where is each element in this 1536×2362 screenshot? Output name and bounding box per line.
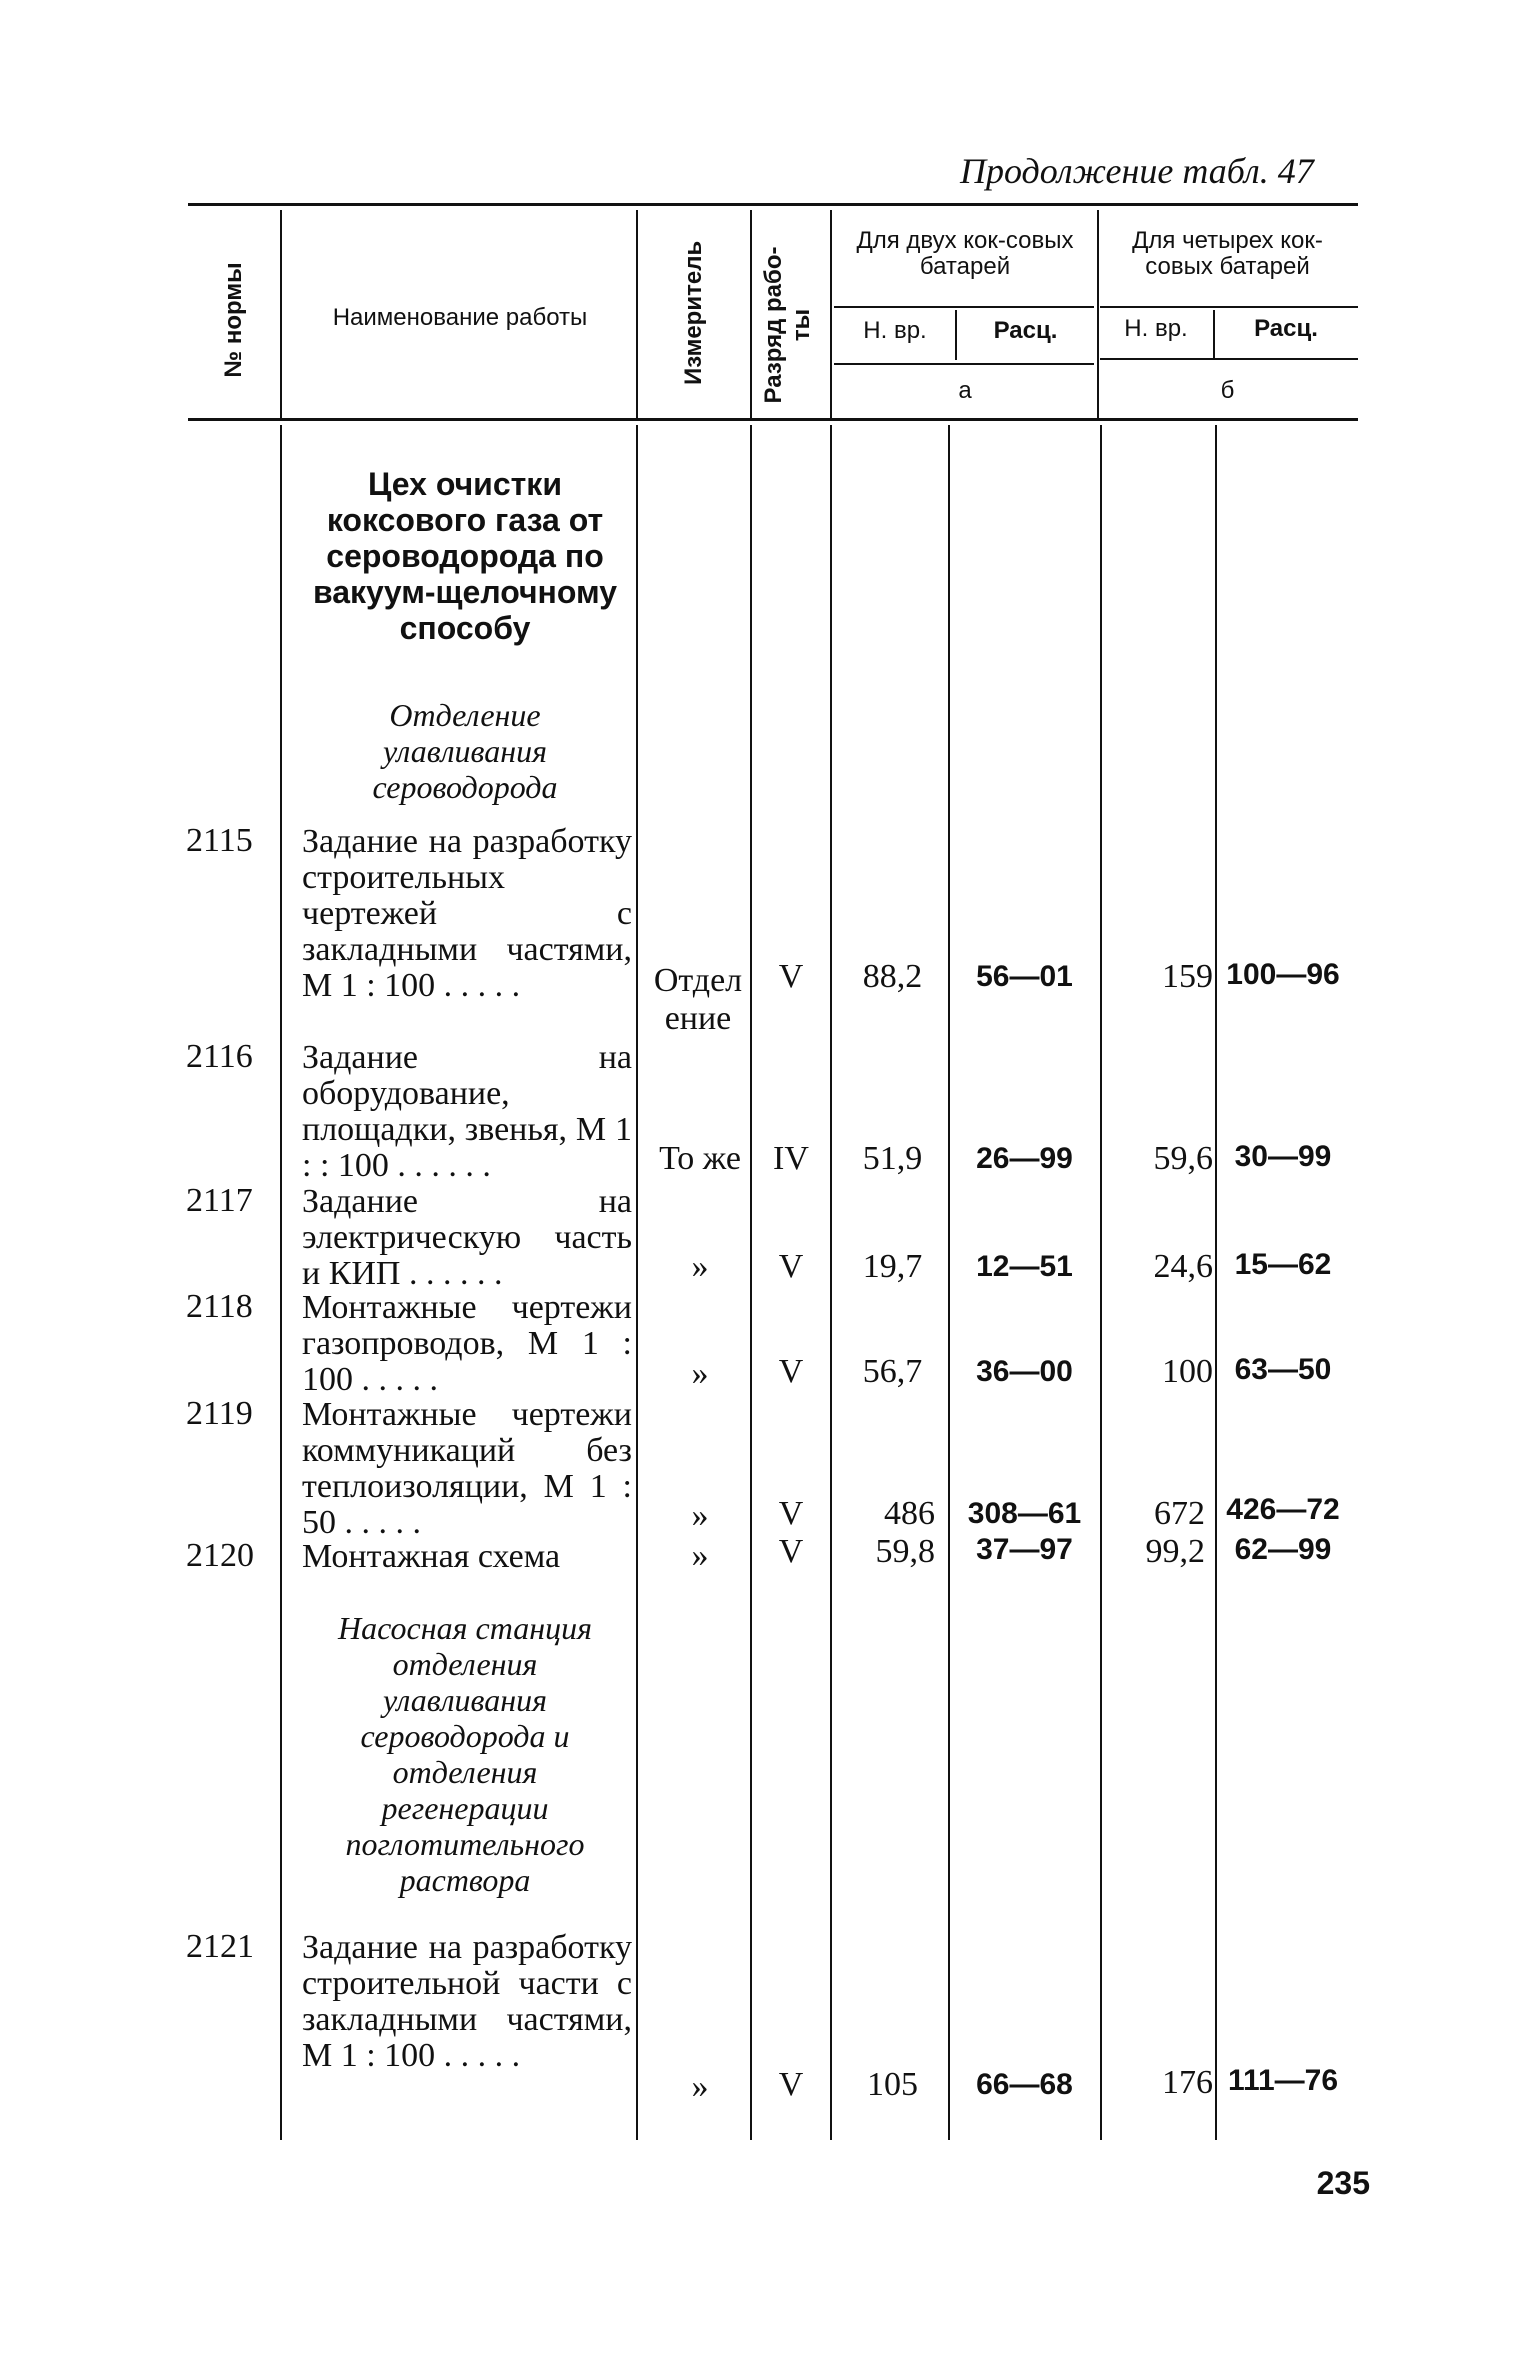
- table-continuation-caption: Продолжение табл. 47: [960, 151, 1314, 191]
- row-2118-b-time: 100: [1162, 1353, 1213, 1390]
- row-2121-b-rate: 111—76: [1227, 2064, 1339, 2097]
- header-vrule: [1097, 210, 1099, 420]
- group-b-subrule-2: [1100, 358, 1358, 360]
- header-vrule: [955, 310, 957, 360]
- row-2121-grade: V: [778, 2066, 804, 2103]
- row-2119-number: 2119: [186, 1395, 253, 1432]
- row-2116-a-time: 51,9: [862, 1140, 923, 1177]
- row-2115-a-time: 88,2: [862, 958, 923, 995]
- row-2118-a-time: 56,7: [862, 1353, 923, 1390]
- header-bottom-rule: [188, 418, 1358, 421]
- row-2116-b-time: 59,6: [1153, 1140, 1213, 1177]
- header-unit: Измеритель: [680, 240, 707, 385]
- row-2117-work: Задание на электрическую часть и КИП . . . . . .: [302, 1183, 632, 1292]
- row-2121-unit: »: [691, 2068, 709, 2105]
- group-b-subrule: [1100, 306, 1358, 308]
- row-2120-b-time: 99,2: [1145, 1533, 1205, 1570]
- row-2121-number: 2121: [186, 1928, 254, 1965]
- row-2117-grade: V: [778, 1248, 804, 1285]
- section-title-pump-station: Насосная станция отделения улавливания сероводорода и отделения регенерации поглотительного раствора: [338, 1610, 592, 1898]
- body-vrule: [280, 425, 282, 2140]
- header-vrule: [280, 210, 282, 420]
- row-2119-a-time: 486: [884, 1495, 935, 1532]
- row-2121-a-rate: 66—68: [976, 2068, 1073, 2101]
- row-2118-unit: »: [691, 1355, 709, 1392]
- header-work-name: Наименование работы: [332, 304, 588, 331]
- row-2120-number: 2120: [186, 1537, 254, 1574]
- row-2119-b-time: 672: [1154, 1495, 1205, 1532]
- row-2115-unit: Отделение: [653, 962, 743, 1037]
- row-2121-a-time: 105: [867, 2066, 918, 2103]
- body-vrule: [1100, 425, 1102, 2140]
- row-2116-number: 2116: [186, 1038, 253, 1075]
- header-norm-number: № нормы: [220, 262, 247, 378]
- body-vrule: [830, 425, 832, 2140]
- header-group-a: Для двух кок-совых батарей: [856, 227, 1074, 280]
- row-2120-a-time: 59,8: [875, 1533, 935, 1570]
- row-2119-a-rate: 308—61: [967, 1497, 1082, 1530]
- row-2115-work: Задание на разработку строительных чертежей с закладными частями, М 1 : 100 . . . . .: [302, 823, 632, 1004]
- row-2117-a-rate: 12—51: [976, 1250, 1073, 1283]
- row-2119-b-rate: 426—72: [1226, 1493, 1340, 1526]
- header-grade: [760, 235, 820, 415]
- header-grade-text: Разряд рабо-ты: [760, 246, 815, 404]
- row-2119-unit: »: [691, 1497, 709, 1534]
- header-vrule: [1213, 310, 1215, 358]
- row-2118-number: 2118: [186, 1288, 253, 1325]
- row-2121-b-time: 176: [1162, 2064, 1213, 2101]
- header-vrule: [750, 210, 752, 420]
- row-2118-b-rate: 63—50: [1234, 1353, 1332, 1386]
- row-2116-work: Задание на оборудование, площадки, звенья, М 1 : : 100 . . . . . .: [302, 1039, 632, 1184]
- row-2115-b-rate: 100—96: [1226, 958, 1340, 991]
- header-a-label: а: [958, 377, 972, 404]
- row-2118-grade: V: [778, 1353, 804, 1390]
- row-2120-a-rate: 37—97: [976, 1533, 1073, 1566]
- row-2116-grade: IV: [773, 1140, 809, 1177]
- group-a-subrule: [834, 306, 1094, 308]
- row-2116-a-rate: 26—99: [976, 1142, 1073, 1175]
- header-vrule: [830, 210, 832, 420]
- row-2118-work: Монтажные чертежи газопроводов, М 1 : 100 . . . . .: [302, 1289, 632, 1398]
- row-2120-b-rate: 62—99: [1234, 1533, 1332, 1566]
- row-2120-grade: V: [778, 1533, 804, 1570]
- table-top-rule: [188, 203, 1358, 206]
- row-2115-b-time: 159: [1162, 958, 1213, 995]
- row-2115-a-rate: 56—01: [976, 960, 1073, 993]
- row-2117-unit: »: [691, 1248, 709, 1285]
- row-2116-unit: То же: [659, 1140, 741, 1177]
- row-2115-number: 2115: [186, 822, 253, 859]
- row-2119-work: Монтажные чертежи коммуникаций без теплоизоляции, М 1 : 50 . . . . .: [302, 1396, 632, 1541]
- header-b-rate: Расц.: [1254, 315, 1318, 342]
- row-2120-unit: »: [691, 1537, 709, 1574]
- row-2118-a-rate: 36—00: [976, 1355, 1073, 1388]
- page-number: 235: [1316, 2165, 1370, 2201]
- row-2117-b-time: 24,6: [1153, 1248, 1213, 1285]
- body-vrule: [636, 425, 638, 2140]
- group-a-subrule-2: [834, 363, 1094, 365]
- row-2121-work: Задание на разработку строительной части с закладными частями, М 1 : 100 . . . . .: [302, 1929, 632, 2074]
- row-2119-grade: V: [778, 1495, 804, 1532]
- row-2115-grade: V: [778, 958, 804, 995]
- header-group-b: Для четырех кок-совых батарей: [1132, 227, 1323, 280]
- section-title-workshop: Цех очистки коксового газа от сероводорода по вакуум-щелочному способу: [312, 466, 618, 646]
- row-2117-a-time: 19,7: [862, 1248, 923, 1285]
- row-2120-work: Монтажная схема: [302, 1538, 561, 1575]
- header-b-time: Н. вр.: [1124, 315, 1188, 342]
- body-vrule: [1215, 425, 1217, 2140]
- row-2116-b-rate: 30—99: [1234, 1140, 1332, 1173]
- header-a-time: Н. вр.: [863, 317, 927, 344]
- section-title-department: Отделение улавливания сероводорода: [372, 697, 558, 805]
- header-vrule: [636, 210, 638, 420]
- header-a-rate: Расц.: [993, 317, 1058, 344]
- header-b-label: б: [1220, 377, 1235, 404]
- row-2117-b-rate: 15—62: [1234, 1248, 1332, 1281]
- row-2117-number: 2117: [186, 1182, 253, 1219]
